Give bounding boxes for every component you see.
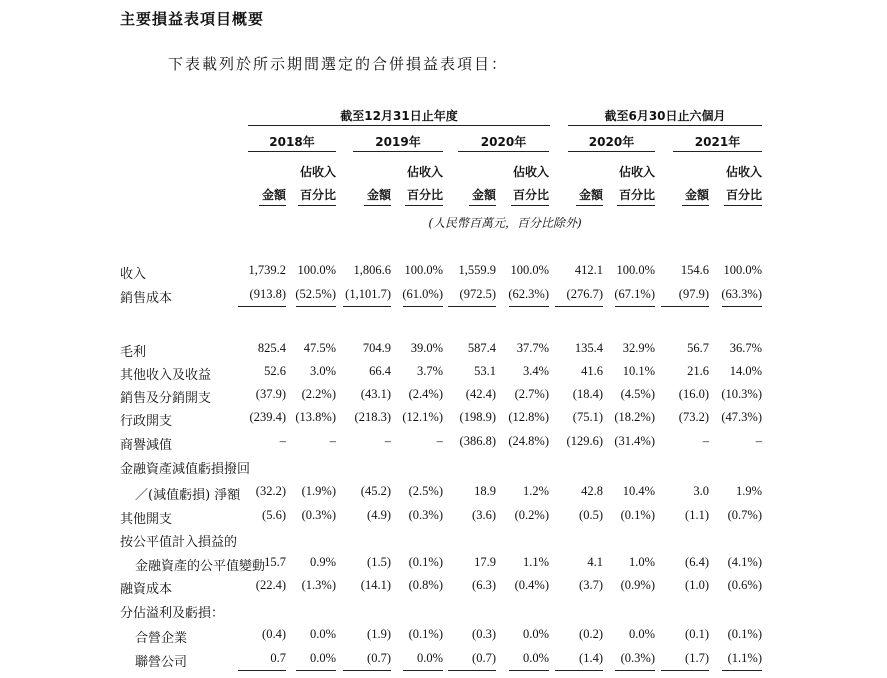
table-cell: – — [329, 434, 336, 448]
table-cell: (4.5%) — [620, 387, 655, 401]
table-cell: 18.9 — [474, 484, 496, 498]
row-label: 按公平值計入損益的 — [120, 535, 238, 550]
table-cell: – — [755, 434, 762, 448]
table-cell: (22.4) — [255, 578, 286, 592]
table-cell: (276.7) — [566, 287, 603, 301]
table-cell: (2.2%) — [301, 387, 336, 401]
table-cell: 10.1% — [622, 364, 655, 378]
table-cell: (12.8%) — [508, 410, 549, 424]
table-cell: (1.9%) — [301, 484, 336, 498]
table-cell: 21.6 — [687, 364, 709, 378]
subtotal-rule — [661, 306, 709, 307]
bottom-rule — [448, 670, 496, 671]
table-cell: 0.0% — [309, 627, 336, 641]
table-cell: (0.4%) — [514, 578, 549, 592]
table-cell: (67.1%) — [614, 287, 655, 301]
table-cell: (0.1%) — [408, 555, 443, 569]
table-cell: 135.4 — [574, 341, 603, 355]
row-label: 金融資產的公平值變動 — [135, 559, 266, 574]
header-six-month-group: 截至6月30日止六個月 — [604, 109, 726, 123]
column-header-rule — [724, 205, 762, 206]
table-cell: (0.1) — [685, 627, 709, 641]
table-cell: (10.3%) — [721, 387, 762, 401]
table-cell: 17.9 — [474, 555, 496, 569]
amount-header: 金額 — [684, 188, 709, 202]
table-cell: (1.4) — [579, 651, 603, 665]
table-cell: (386.8) — [459, 434, 496, 448]
table-cell: (0.3%) — [620, 651, 655, 665]
table-cell: 14.0% — [729, 364, 762, 378]
table-cell: 10.4% — [622, 484, 655, 498]
subtotal-rule — [615, 306, 655, 307]
table-cell: (37.9) — [255, 387, 286, 401]
table-cell: (1.5) — [367, 555, 391, 569]
table-cell: 56.7 — [687, 341, 709, 355]
table-cell: (1.3%) — [301, 578, 336, 592]
table-cell: (0.7) — [472, 651, 496, 665]
table-cell: 100.0% — [510, 263, 549, 277]
row-label: 毛利 — [120, 345, 147, 360]
table-cell: (97.9) — [678, 287, 709, 301]
table-cell: – — [279, 434, 286, 448]
amount-header: 金額 — [578, 188, 603, 202]
row-label: 商譽減值 — [120, 438, 173, 453]
pct-header-line2: 百分比 — [725, 188, 762, 202]
table-cell: (75.1) — [572, 410, 603, 424]
bottom-rule — [403, 670, 443, 671]
table-cell: (0.3%) — [301, 508, 336, 522]
table-cell: (0.3%) — [408, 508, 443, 522]
table-cell: (31.4%) — [614, 434, 655, 448]
subtotal-rule — [555, 306, 603, 307]
table-cell: (1.7) — [685, 651, 709, 665]
table-cell: 0.0% — [309, 651, 336, 665]
table-cell: 704.9 — [362, 341, 391, 355]
table-cell: (63.3%) — [721, 287, 762, 301]
column-header-rule — [469, 205, 496, 206]
table-cell: (0.5) — [579, 508, 603, 522]
table-cell: (913.8) — [249, 287, 286, 301]
table-cell: 0.0% — [522, 651, 549, 665]
table-cell: 3.4% — [522, 364, 549, 378]
bottom-rule — [722, 670, 762, 671]
table-cell: (3.7) — [579, 578, 603, 592]
bottom-rule — [509, 670, 549, 671]
table-cell: (239.4) — [249, 410, 286, 424]
table-cell: (1.1%) — [727, 651, 762, 665]
table-cell: (2.4%) — [408, 387, 443, 401]
table-cell: (3.6) — [472, 508, 496, 522]
table-cell: 3.7% — [416, 364, 443, 378]
subtotal-rule — [238, 306, 286, 307]
table-cell: 0.0% — [522, 627, 549, 641]
table-cell: 0.9% — [309, 555, 336, 569]
column-header-rule — [364, 205, 391, 206]
pct-header-line1: 佔收入 — [512, 165, 549, 179]
row-label: 聯營公司 — [135, 655, 188, 670]
year-header: 2020年 — [588, 135, 635, 149]
row-label: 銷售成本 — [120, 291, 173, 306]
table-cell: 0.7 — [270, 651, 286, 665]
table-cell: 15.7 — [264, 555, 286, 569]
table-cell: – — [702, 434, 709, 448]
table-cell: (4.9) — [367, 508, 391, 522]
table-cell: – — [384, 434, 391, 448]
table-cell: 0.0% — [628, 627, 655, 641]
table-cell: (6.3) — [472, 578, 496, 592]
table-cell: 1,806.6 — [353, 263, 391, 277]
table-cell: 1.0% — [628, 555, 655, 569]
column-header-rule — [405, 205, 443, 206]
section-title: 主要損益表項目概要 — [120, 10, 265, 28]
table-cell: (129.6) — [566, 434, 603, 448]
table-cell: 100.0% — [297, 263, 336, 277]
table-cell: 587.4 — [467, 341, 496, 355]
bottom-rule — [296, 670, 336, 671]
column-header-rule — [298, 205, 336, 206]
row-label: 行政開支 — [120, 414, 173, 429]
table-cell: (43.1) — [360, 387, 391, 401]
pct-header-line2: 百分比 — [618, 188, 655, 202]
subtotal-rule — [509, 306, 549, 307]
table-cell: 4.1 — [587, 555, 603, 569]
bottom-rule — [615, 670, 655, 671]
table-cell: – — [436, 434, 443, 448]
table-cell: (45.2) — [360, 484, 391, 498]
table-cell: 42.8 — [581, 484, 603, 498]
amount-header: 金額 — [471, 188, 496, 202]
bottom-rule — [238, 670, 286, 671]
bottom-rule — [661, 670, 709, 671]
table-cell: (32.2) — [255, 484, 286, 498]
subtotal-rule — [448, 306, 496, 307]
table-cell: (73.2) — [678, 410, 709, 424]
table-cell: (6.4) — [685, 555, 709, 569]
table-cell: 100.0% — [723, 263, 762, 277]
year-header: 2018年 — [269, 135, 315, 149]
table-cell: (42.4) — [465, 387, 496, 401]
row-label: 收入 — [120, 267, 147, 282]
table-cell: 37.7% — [516, 341, 549, 355]
header-year-group: 截至12月31日止年度 — [340, 109, 458, 123]
table-cell: (13.8%) — [295, 410, 336, 424]
column-header-rule — [259, 205, 286, 206]
pct-header-line1: 佔收入 — [618, 165, 655, 179]
table-cell: 32.9% — [622, 341, 655, 355]
header-year-group-rule — [248, 125, 550, 126]
row-label: 銷售及分銷開支 — [120, 391, 212, 406]
pct-header-line1: 佔收入 — [725, 165, 762, 179]
table-cell: 100.0% — [616, 263, 655, 277]
year-header-rule — [248, 151, 336, 152]
intro-text: 下表載列於所示期間選定的合併損益表項目： — [168, 55, 509, 73]
table-cell: (1.1) — [685, 508, 709, 522]
row-label: 融資成本 — [120, 582, 173, 597]
table-cell: (0.4) — [262, 627, 286, 641]
table-cell: (12.1%) — [402, 410, 443, 424]
table-cell: (18.2%) — [614, 410, 655, 424]
bottom-rule — [555, 670, 603, 671]
row-label: 合營企業 — [135, 631, 188, 646]
row-label: 金融資產減值虧損撥回 — [120, 462, 251, 477]
table-cell: (0.7) — [367, 651, 391, 665]
table-cell: (18.4) — [572, 387, 603, 401]
table-cell: 0.0% — [416, 651, 443, 665]
table-cell: (1.9) — [367, 627, 391, 641]
year-header: 2021年 — [694, 135, 741, 149]
row-label: 其他開支 — [120, 512, 173, 527]
table-cell: 36.7% — [729, 341, 762, 355]
subtotal-rule — [403, 306, 443, 307]
unit-note: (人民幣百萬元，百分比除外) — [428, 216, 582, 230]
table-cell: (52.5%) — [295, 287, 336, 301]
table-cell: (1,101.7) — [345, 287, 391, 301]
table-cell: 3.0 — [693, 484, 709, 498]
bottom-rule — [343, 670, 391, 671]
row-label: 其他收入及收益 — [120, 368, 212, 383]
table-cell: (62.3%) — [508, 287, 549, 301]
pct-header-line1: 佔收入 — [299, 165, 336, 179]
header-six-month-group-rule — [568, 125, 762, 126]
column-header-rule — [682, 205, 709, 206]
table-cell: 3.0% — [309, 364, 336, 378]
amount-header: 金額 — [261, 188, 286, 202]
table-cell: (1.0) — [685, 578, 709, 592]
table-cell: 100.0% — [404, 263, 443, 277]
table-cell: 1,739.2 — [248, 263, 286, 277]
subtotal-rule — [343, 306, 391, 307]
table-cell: 1,559.9 — [458, 263, 496, 277]
table-cell: 1.2% — [522, 484, 549, 498]
year-header: 2019年 — [375, 135, 421, 149]
year-header-rule — [458, 151, 549, 152]
table-cell: (24.8%) — [508, 434, 549, 448]
table-cell: 154.6 — [680, 263, 709, 277]
row-label: ／(減值虧損) 淨額 — [135, 488, 241, 503]
table-cell: (14.1) — [360, 578, 391, 592]
year-header-rule — [568, 151, 655, 152]
table-cell: (0.6%) — [727, 578, 762, 592]
pct-header-line2: 百分比 — [512, 188, 549, 202]
row-label: 分佔溢利及虧損： — [120, 606, 225, 621]
column-header-rule — [511, 205, 549, 206]
table-cell: (47.3%) — [721, 410, 762, 424]
year-header: 2020年 — [480, 135, 527, 149]
table-cell: (0.1%) — [727, 627, 762, 641]
table-cell: 1.9% — [735, 484, 762, 498]
table-cell: 41.6 — [581, 364, 603, 378]
table-cell: 1.1% — [522, 555, 549, 569]
table-cell: (4.1%) — [727, 555, 762, 569]
pct-header-line2: 百分比 — [299, 188, 336, 202]
table-cell: 825.4 — [257, 341, 286, 355]
table-cell: (218.3) — [354, 410, 391, 424]
table-cell: (0.9%) — [620, 578, 655, 592]
table-cell: 412.1 — [574, 263, 603, 277]
pct-header-line2: 百分比 — [406, 188, 443, 202]
table-cell: (0.8%) — [408, 578, 443, 592]
amount-header: 金額 — [366, 188, 391, 202]
column-header-rule — [617, 205, 655, 206]
table-cell: 66.4 — [369, 364, 391, 378]
table-cell: (5.6) — [262, 508, 286, 522]
table-cell: 47.5% — [303, 341, 336, 355]
table-cell: (0.2) — [579, 627, 603, 641]
table-cell: (2.5%) — [408, 484, 443, 498]
pct-header-line1: 佔收入 — [406, 165, 443, 179]
table-cell: (16.0) — [678, 387, 709, 401]
table-cell: 39.0% — [410, 341, 443, 355]
table-cell: (0.7%) — [727, 508, 762, 522]
column-header-rule — [576, 205, 603, 206]
subtotal-rule — [722, 306, 762, 307]
table-cell: (0.2%) — [514, 508, 549, 522]
table-cell: (198.9) — [459, 410, 496, 424]
table-cell: (0.1%) — [408, 627, 443, 641]
subtotal-rule — [296, 306, 336, 307]
table-cell: (972.5) — [459, 287, 496, 301]
table-cell: 52.6 — [264, 364, 286, 378]
table-cell: (61.0%) — [402, 287, 443, 301]
table-cell: (0.1%) — [620, 508, 655, 522]
year-header-rule — [353, 151, 443, 152]
table-cell: (0.3) — [472, 627, 496, 641]
table-cell: (2.7%) — [514, 387, 549, 401]
table-cell: 53.1 — [474, 364, 496, 378]
year-header-rule — [673, 151, 762, 152]
